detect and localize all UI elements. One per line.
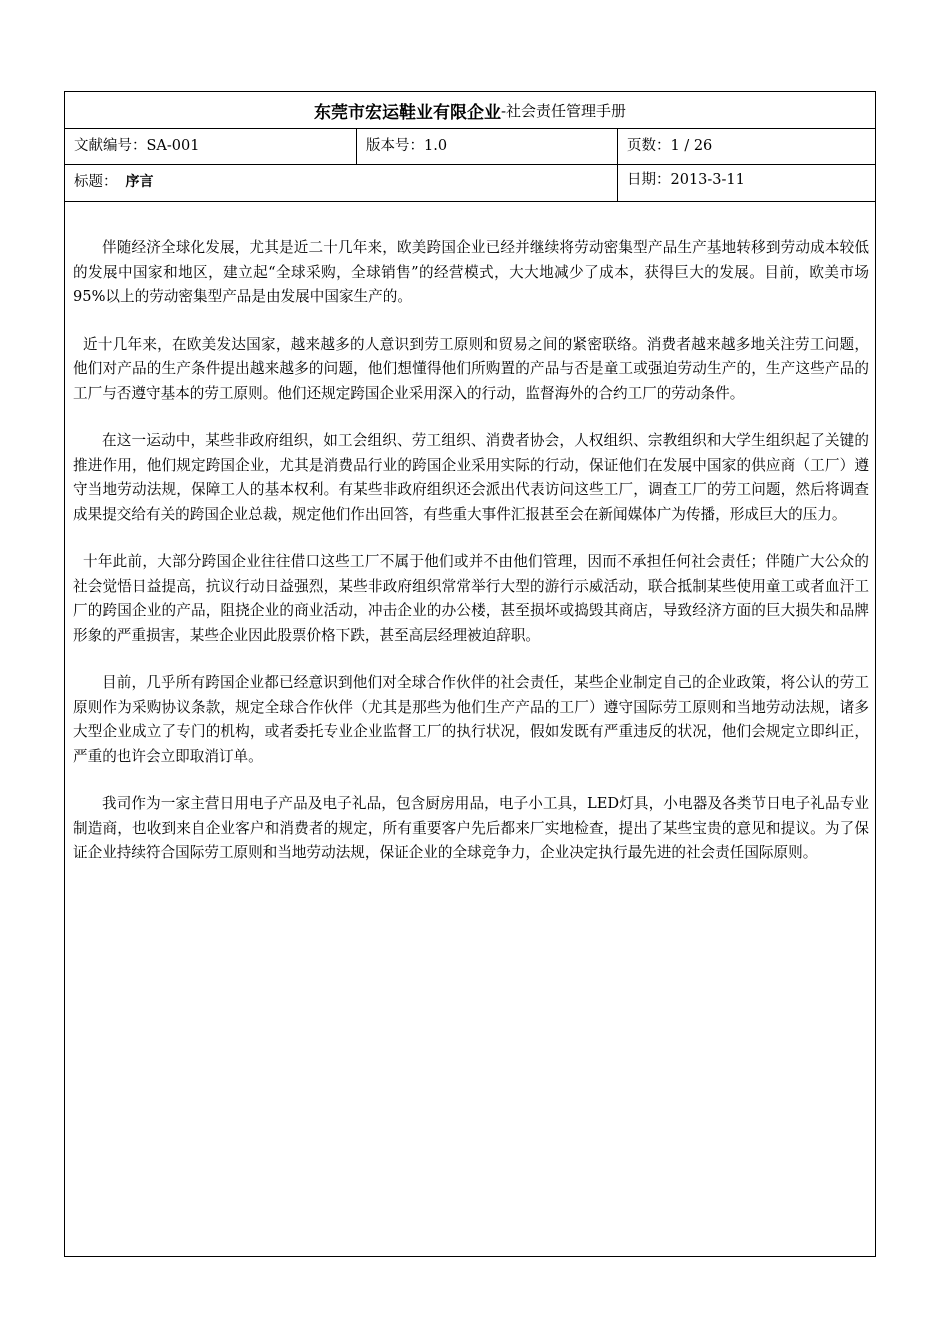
title-cell	[65, 165, 618, 201]
paragraph: 在这一运动中，某些非政府组织，如工会组织、劳工组织、消费者协会，人权组织、宗教组织和大学生组织起了关键的推进作用，他们规定跨国企业，尤其是消费品行业的跨国企业采用实际的行动，保证他们在发展中国家的供应商（工厂）遵守当地劳动法规，保障工人的基本权利。有某些非政府组织还会派出代表访问这些工厂，调查工厂的劳工问题，然后将调查成果提交给有关的跨国企业总裁，规定他们作出回答，有些重大事件汇报甚至会在新闻媒体广为传播，形成巨大的压力。	[73, 432, 869, 523]
paragraph: 十年此前，大部分跨国企业往往借口这些工厂不属于他们或并不由他们管理，因而不承担任何社会责任；伴随广大公众的社会觉悟日益提高，抗议行动日益强烈，某些非政府组织常常举行大型的游行示威活动，联合抵制某些使用童工或者血汗工厂的跨国企业的产品，阻挠企业的商业活动，冲击企业的办公楼，甚至损坏或捣毁其商店，导致经济方面的巨大损失和品牌形象的严重损害，某些企业因此股票价格下跌，甚至高层经理被迫辞职。	[73, 553, 869, 644]
paragraph: 我司作为一家主营日用电子产品及电子礼品，包含厨房用品，电子小工具，LED灯具，小电器及各类节日电子礼品专业制造商，也收到来自企业客户和消费者的规定，所有重要客户先后都来厂实地检查，提出了某些宝贵的意见和提议。为了保证企业持续符合国际劳工原则和当地劳动法规，保证企业的全球竞争力，企业决定执行最先进的社会责任国际原则。	[73, 795, 869, 861]
company-name: 东莞市宏运鞋业有限企业	[313, 102, 501, 123]
page-count: 页数：1 / 26	[627, 138, 713, 154]
paragraph: 目前，几乎所有跨国企业都已经意识到他们对全球合作伙伴的社会责任，某些企业制定自己的企业政策，将公认的劳工原则作为采购协议条款，规定全球合作伙伴（尤其是那些为他们生产产品的工厂）遵守国际劳工原则和当地劳动法规，诸多大型企业成立了专门的机构，或者委托专业企业监督工厂的执行状况，假如发既有严重违反的状况，他们会规定立即纠正，严重的也许会立即取消订单。	[73, 674, 869, 765]
document-subtitle: -社会责任管理手册	[500, 101, 627, 120]
document-frame	[64, 91, 876, 1257]
paragraph: 近十几年来，在欧美发达国家，越来越多的人意识到劳工原则和贸易之间的紧密联络。消费者越来越多地关注劳工问题，他们对产品的生产条件提出越来越多的问题，他们想懂得他们所购置的产品与否是童工或强迫劳动生产的，生产这些产品的工厂与否遵守基本的劳工原则。他们还规定跨国企业采用深入的行动，监督海外的合约工厂的劳动条件。	[73, 335, 869, 402]
document-date: 日期：2013-3-11	[627, 172, 745, 188]
paragraph: 伴随经济全球化发展，尤其是近二十几年来，欧美跨国企业已经并继续将劳动密集型产品生产基地转移到劳动成本较低的发展中国家和地区，建立起“全球采购，全球销售”的经营模式，大大地减少了成本，获得巨大的发展。目前，欧美市场95%以上的劳动密集型产品是由发展中国家生产的。	[73, 239, 869, 305]
doc-number: 文献编号：SA-001	[65, 129, 357, 164]
version-number: 版本号：1.0	[357, 129, 618, 164]
meta-row-1	[65, 129, 875, 165]
document-header	[65, 92, 875, 129]
meta-row-2	[65, 165, 875, 202]
document-body	[73, 236, 869, 889]
title-label: 标题：	[74, 174, 118, 190]
title-value: 序言	[125, 174, 154, 190]
